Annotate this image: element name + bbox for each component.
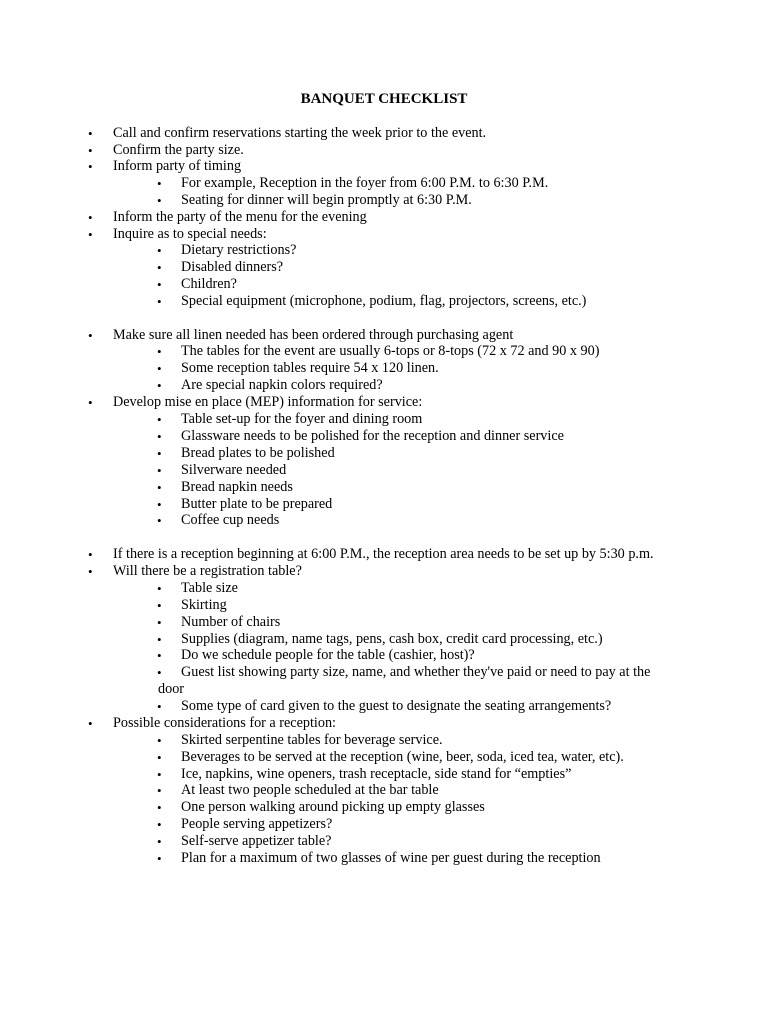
list-item-text: Beverages to be served at the reception (wine, beer, soda, iced tea, water, etc). [181,749,624,765]
bullet-icon: • [157,378,162,393]
list-item-text: Table size [181,580,238,596]
bullet-icon: • [157,243,162,258]
bullet-icon: • [88,395,93,410]
bullet-icon: • [157,294,162,309]
list-item-text: Coffee cup needs [181,512,280,528]
list-item-text: Butter plate to be prepared [181,496,333,512]
bullet-icon: • [157,632,162,647]
list-item-text: Confirm the party size. [113,142,244,158]
list-item-text: Some type of card given to the guest to designate the seating arrangements? [181,698,612,714]
bullet-icon: • [88,159,93,174]
bullet-icon: • [157,783,162,798]
bullet-icon: • [157,429,162,444]
list-item-text: The tables for the event are usually 6-tops or 8-tops (72 x 72 and 90 x 90) [181,343,600,359]
list-item-text: Plan for a maximum of two glasses of wine per guest during the reception [181,850,601,866]
list-item-text: Special equipment (microphone, podium, flag, projectors, screens, etc.) [181,293,587,309]
bullet-icon: • [157,834,162,849]
list-item-text: Dietary restrictions? [181,242,297,258]
list-item-continuation: door [158,681,185,697]
list-item-text: Skirting [181,597,227,613]
bullet-icon: • [157,817,162,832]
bullet-icon: • [157,412,162,427]
bullet-icon: • [157,176,162,191]
list-item-text: Skirted serpentine tables for beverage service. [181,732,443,748]
list-item-text: Inform party of timing [113,158,242,174]
bullet-icon: • [157,361,162,376]
bullet-icon: • [157,733,162,748]
list-item-text: Guest list showing party size, name, and whether they've paid or need to pay at the [181,664,651,680]
list-item-text: If there is a reception beginning at 6:00 P.M., the reception area needs to be set up by 5:30 p.m. [113,546,654,562]
bullet-icon: • [157,665,162,680]
list-item-text: Possible considerations for a reception: [113,715,337,731]
list-item-text: Make sure all linen needed has been ordered through purchasing agent [113,327,514,343]
list-item-text: Supplies (diagram, name tags, pens, cash box, credit card processing, etc.) [181,631,603,647]
list-item-text: Do we schedule people for the table (cashier, host)? [181,647,475,663]
list-item-text: One person walking around picking up empty glasses [181,799,485,815]
bullet-icon: • [157,851,162,866]
bullet-icon: • [157,446,162,461]
list-item-text: Some reception tables require 54 x 120 linen. [181,360,439,376]
bullet-icon: • [88,328,93,343]
bullet-icon: • [157,344,162,359]
list-item-text: Children? [181,276,237,292]
bullet-icon: • [157,615,162,630]
bullet-icon: • [157,277,162,292]
list-item-text: Are special napkin colors required? [181,377,383,393]
list-item-text: Seating for dinner will begin promptly at 6:30 P.M. [181,192,472,208]
bullet-icon: • [157,497,162,512]
bullet-icon: • [88,126,93,141]
bullet-icon: • [157,800,162,815]
bullet-icon: • [157,260,162,275]
bullet-icon: • [157,750,162,765]
bullet-icon: • [157,463,162,478]
list-item-text: Ice, napkins, wine openers, trash receptacle, side stand for “empties” [181,766,572,782]
bullet-icon: • [157,513,162,528]
list-item-text: People serving appetizers? [181,816,333,832]
list-item-text: For example, Reception in the foyer from 6:00 P.M. to 6:30 P.M. [181,175,549,191]
list-item-text: Will there be a registration table? [113,563,302,579]
bullet-icon: • [157,767,162,782]
bullet-icon: • [157,699,162,714]
list-item-text: Number of chairs [181,614,281,630]
list-item-text: Self-serve appetizer table? [181,833,332,849]
list-item-text: Develop mise en place (MEP) information for service: [113,394,423,410]
bullet-icon: • [88,143,93,158]
bullet-icon: • [157,581,162,596]
list-item-text: Bread napkin needs [181,479,293,495]
list-item-text: Disabled dinners? [181,259,284,275]
list-item-text: At least two people scheduled at the bar table [181,782,439,798]
list-item-text: Inform the party of the menu for the evening [113,209,367,225]
list-item-text: Bread plates to be polished [181,445,335,461]
bullet-icon: • [88,210,93,225]
list-item-text: Silverware needed [181,462,287,478]
page-title: BANQUET CHECKLIST [300,91,468,107]
list-item-text: Table set-up for the foyer and dining room [181,411,423,427]
bullet-icon: • [88,716,93,731]
list-item-text: Inquire as to special needs: [113,226,267,242]
bullet-icon: • [88,547,93,562]
bullet-icon: • [157,480,162,495]
list-item-text: Glassware needs to be polished for the reception and dinner service [181,428,564,444]
bullet-icon: • [88,564,93,579]
bullet-icon: • [157,648,162,663]
bullet-icon: • [157,598,162,613]
bullet-icon: • [157,193,162,208]
bullet-icon: • [88,227,93,242]
list-item-text: Call and confirm reservations starting the week prior to the event. [113,125,487,141]
